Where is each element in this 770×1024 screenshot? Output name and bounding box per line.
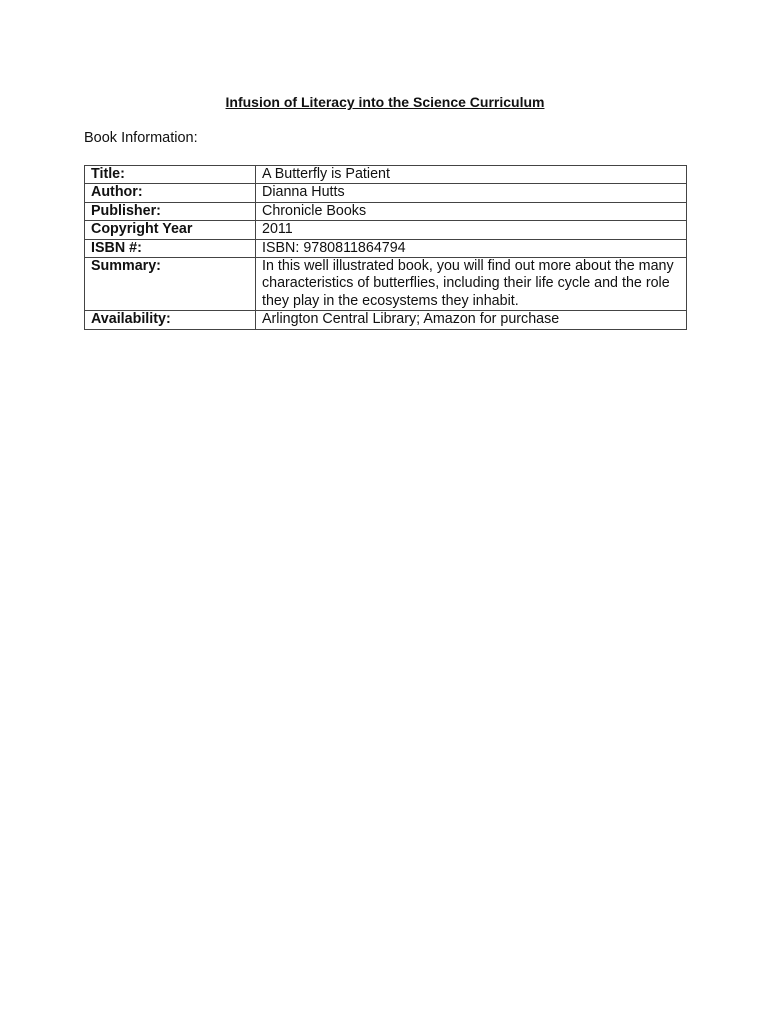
table-row [85, 184, 687, 202]
table-row [85, 202, 687, 220]
row-value: Arlington Central Library; Amazon for purchase [256, 311, 687, 329]
table-row [85, 311, 687, 329]
row-label: Summary: [85, 258, 256, 311]
row-label: Copyright Year [85, 221, 256, 239]
book-information-heading: Book Information: [84, 130, 198, 146]
document-title: Infusion of Literacy into the Science Curriculum [225, 94, 545, 110]
row-value: ISBN: 9780811864794 [256, 239, 687, 257]
row-value: Chronicle Books [256, 202, 687, 220]
row-value: A Butterfly is Patient [256, 166, 687, 184]
row-label: Availability: [85, 311, 256, 329]
table-row [85, 221, 687, 239]
book-info-table [84, 165, 687, 330]
table-row [85, 239, 687, 257]
table-row [85, 258, 687, 311]
row-value: In this well illustrated book, you will find out more about the many characteristics of butterflies, including their life cycle and the role they play in the ecosystems they inhabit. [256, 258, 687, 311]
row-label: Publisher: [85, 202, 256, 220]
row-value: Dianna Hutts [256, 184, 687, 202]
row-value: 2011 [256, 221, 687, 239]
row-label: ISBN #: [85, 239, 256, 257]
table-row [85, 166, 687, 184]
row-label: Title: [85, 166, 256, 184]
row-label: Author: [85, 184, 256, 202]
